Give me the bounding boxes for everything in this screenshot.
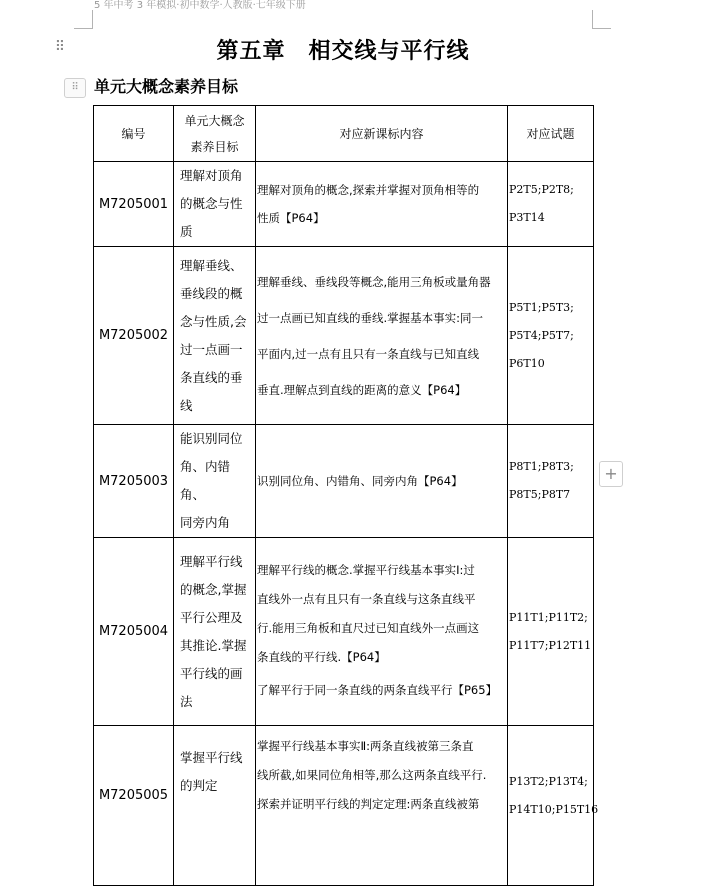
goal-line: 条直线的垂 [180, 369, 243, 385]
drag-handle-icon[interactable]: ⠿ [54, 39, 66, 55]
content-line: 平面内,过一点有且只有一条直线与已知直线 [257, 346, 480, 361]
cell-code: M7205004 [94, 538, 174, 726]
cell-goal [174, 162, 256, 247]
header-goal [174, 106, 256, 162]
question-line: P11T7;P12T11 [509, 638, 592, 652]
goal-line: 同旁内角 [180, 515, 231, 530]
crop-mark-top-right [592, 10, 611, 29]
cell-goal [174, 726, 256, 886]
content-line: 了解平行于同一条直线的两条直线平行【P65】 [257, 682, 498, 697]
goal-line: 质 [180, 224, 193, 239]
content-line: 直线外一点有且只有一条直线与这条直线平 [257, 591, 476, 606]
goal-line: 法 [180, 693, 193, 709]
goal-line: 角、内错角、 [180, 459, 231, 502]
question-line: P2T5;P2T8; [509, 183, 574, 196]
question-line: P5T1;P5T3; [509, 300, 574, 314]
content-line: 线所截,如果同位角相等,那么这两条直线平行. [257, 768, 487, 782]
goal-line: 理解对顶角 [180, 168, 243, 183]
header-code: 编号 [94, 106, 174, 162]
goal-line: 能识别同位 [180, 431, 243, 446]
crop-mark-top-left [74, 10, 93, 29]
goal-line: 平行公理及 [180, 609, 243, 625]
goal-line: 的判定 [180, 778, 218, 793]
cell-questions [508, 726, 599, 886]
content-line: 理解垂线、垂线段等概念,能用三角板或量角器 [257, 274, 491, 289]
content-line: 掌握平行线基本事实Ⅱ:两条直线被第三条直 [257, 739, 474, 753]
question-line: P6T10 [509, 356, 545, 370]
table-header-row [94, 106, 594, 162]
goal-line: 线 [180, 397, 193, 413]
content-line: 条直线的平行线.【P64】 [257, 649, 386, 664]
header-goal-line: 素养目标 [190, 139, 239, 154]
question-line: P3T14 [509, 211, 545, 224]
goal-line: 掌握平行线 [180, 750, 243, 765]
cell-questions [508, 425, 594, 538]
question-line: P11T1;P11T2; [509, 610, 588, 624]
question-line: P8T5;P8T7 [509, 488, 571, 501]
content-line: 行.能用三角板和直尺过已知直线外一点画这 [257, 620, 480, 635]
block-menu-icon[interactable]: ⠿ [64, 78, 86, 98]
section-subtitle: 单元大概念素养目标 [94, 77, 239, 96]
cell-questions [508, 162, 594, 247]
cell-content [256, 726, 508, 886]
goal-line: 其推论.掌握 [180, 637, 247, 653]
question-line: P5T4;P5T7; [509, 328, 574, 342]
goal-line: 过一点画一 [180, 341, 243, 357]
goal-line: 平行线的画 [180, 665, 243, 681]
header-questions: 对应试题 [508, 106, 594, 162]
cell-goal [174, 538, 256, 726]
cell-code: M7205003 [94, 425, 174, 538]
content-line: 垂直.理解点到直线的距离的意义【P64】 [257, 382, 467, 397]
content-line: 性质【P64】 [257, 211, 325, 225]
cell-content [256, 425, 508, 538]
question-line: P14T10;P15T16 [509, 803, 599, 816]
cell-content [256, 162, 508, 247]
content-line: 理解对顶角的概念,探索并掌握对顶角相等的 [257, 182, 480, 197]
table-row [94, 247, 594, 425]
cell-goal [174, 425, 256, 538]
goal-line: 念与性质,会 [180, 313, 247, 329]
cell-questions [508, 538, 594, 726]
cell-code: M7205002 [94, 247, 174, 425]
goal-line: 理解垂线、 [180, 257, 243, 273]
cell-content [256, 247, 508, 425]
question-line: P13T2;P13T4; [509, 775, 588, 788]
content-line: 理解平行线的概念.掌握平行线基本事实Ⅰ:过 [257, 562, 475, 577]
table-row [94, 162, 594, 247]
table-row [94, 425, 594, 538]
cell-goal [174, 247, 256, 425]
question-line: P8T1;P8T3; [509, 460, 574, 473]
add-block-button[interactable]: + [599, 461, 623, 487]
content-line: 探索并证明平行线的判定定理:两条直线被第 [257, 797, 480, 811]
goal-line: 的概念与性 [180, 196, 243, 211]
chapter-title: 第五章 相交线与平行线 [216, 39, 470, 64]
header-content: 对应新课标内容 [256, 106, 508, 162]
cell-code: M7205001 [94, 162, 174, 247]
goal-line: 理解平行线 [180, 553, 243, 569]
header-goal-line: 单元大概念 [184, 113, 245, 128]
content-line: 识别同位角、内错角、同旁内角【P64】 [257, 473, 463, 488]
cell-code: M7205005 [94, 726, 174, 886]
table-row [94, 726, 594, 886]
objectives-table [93, 105, 599, 886]
content-line: 过一点画已知直线的垂线.掌握基本事实:同一 [257, 310, 484, 325]
table-row [94, 538, 594, 726]
running-header: 5 年中考 3 年模拟·初中数学·人教版·七年级下册 [94, 0, 306, 11]
cell-content [256, 538, 508, 726]
goal-line: 的概念,掌握 [180, 581, 247, 597]
goal-line: 垂线段的概 [180, 285, 243, 301]
cell-questions [508, 247, 594, 425]
